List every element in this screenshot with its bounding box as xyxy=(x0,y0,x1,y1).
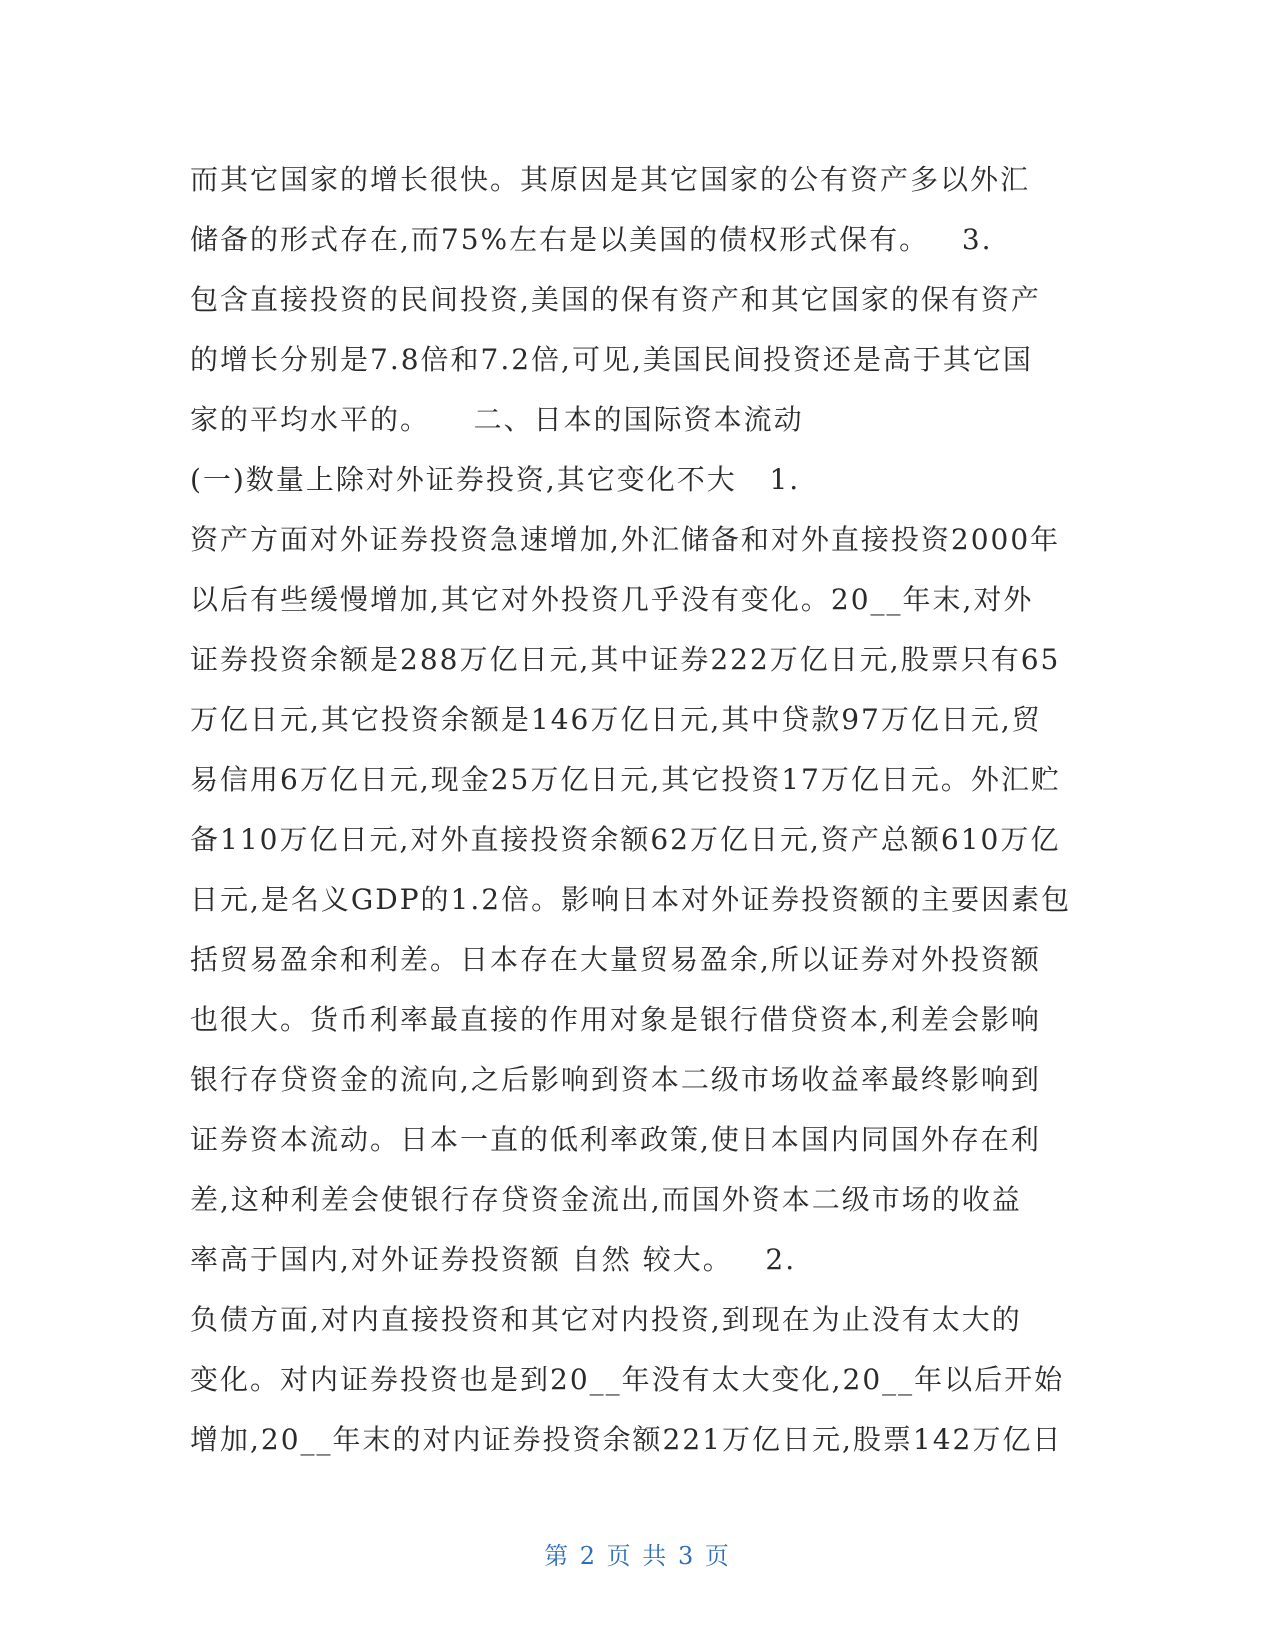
text-line: 增加,20__年末的对内证券投资余额221万亿日元,股票142万亿日 xyxy=(190,1423,1063,1456)
text-line: 家的平均水平的。 二、日本的国际资本流动 xyxy=(190,403,804,436)
text-line: 包含直接投资的民间投资,美国的保有资产和其它国家的保有资产 xyxy=(190,283,1041,316)
text-line: 也很大。货币利率最直接的作用对象是银行借贷资本,利差会影响 xyxy=(190,1003,1041,1036)
page-number-footer: 第 2 页 共 3 页 xyxy=(544,1542,731,1570)
text-line: 的增长分别是7.8倍和7.2倍,可见,美国民间投资还是高于其它国 xyxy=(190,343,1033,376)
text-line: 负债方面,对内直接投资和其它对内投资,到现在为止没有太大的 xyxy=(190,1303,1022,1336)
text-line: (一)数量上除对外证券投资,其它变化不大 1. xyxy=(190,463,801,496)
text-line: 以后有些缓慢增加,其它对外投资几乎没有变化。20__年末,对外 xyxy=(190,583,1034,616)
text-line: 易信用6万亿日元,现金25万亿日元,其它投资17万亿日元。外汇贮 xyxy=(190,763,1061,796)
text-line: 括贸易盈余和利差。日本存在大量贸易盈余,所以证券对外投资额 xyxy=(190,943,1041,976)
document-body xyxy=(190,150,1090,1470)
text-line: 万亿日元,其它投资余额是146万亿日元,其中贷款97万亿日元,贸 xyxy=(190,703,1042,736)
text-line: 变化。对内证券投资也是到20__年没有太大变化,20__年以后开始 xyxy=(190,1363,1065,1396)
text-line: 备110万亿日元,对外直接投资余额62万亿日元,资产总额610万亿 xyxy=(190,823,1061,856)
text-line: 资产方面对外证券投资急速增加,外汇储备和对外直接投资2000年 xyxy=(190,523,1061,556)
text-line: 率高于国内,对外证券投资额 自然 较大。 2. xyxy=(190,1243,797,1276)
text-line: 证券投资余额是288万亿日元,其中证券222万亿日元,股票只有65 xyxy=(190,643,1061,676)
text-line: 证券资本流动。日本一直的低利率政策,使日本国内同国外存在利 xyxy=(190,1123,1041,1156)
text-line: 日元,是名义GDP的1.2倍。影响日本对外证券投资额的主要因素包 xyxy=(190,883,1072,916)
text-line: 而其它国家的增长很快。其原因是其它国家的公有资产多以外汇 xyxy=(190,163,1031,196)
text-line: 银行存贷资金的流向,之后影响到资本二级市场收益率最终影响到 xyxy=(190,1063,1041,1096)
text-line: 储备的形式存在,而75%左右是以美国的债权形式保有。 3. xyxy=(190,223,993,256)
text-line: 差,这种利差会使银行存贷资金流出,而国外资本二级市场的收益 xyxy=(190,1183,1022,1216)
